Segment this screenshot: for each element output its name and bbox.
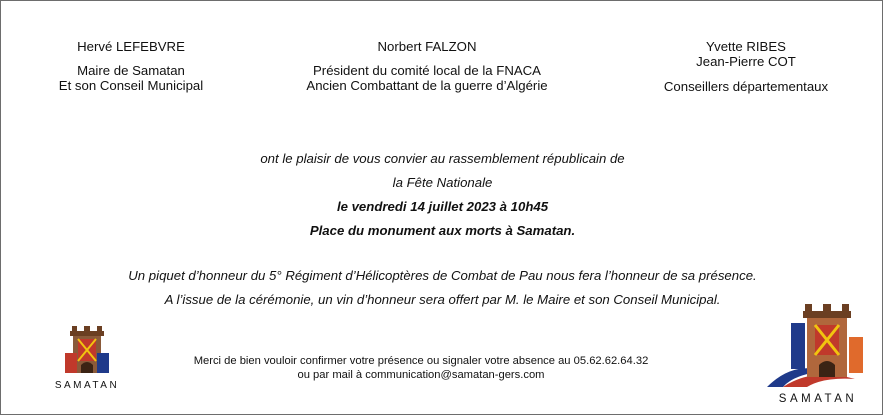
host-fnaca-veteran: Ancien Combattant de la guerre d’Algérie — [306, 78, 548, 93]
invitation-place: Place du monument aux morts à Samatan. — [309, 223, 576, 238]
samatan-caption-left: SAMATAN — [54, 380, 120, 391]
rsvp-email-line: ou par mail à communication@samatan-gers.com — [297, 369, 545, 381]
host-councillor-2: Jean-Pierre COT — [696, 54, 796, 69]
host-mayor-council: Et son Conseil Municipal — [58, 78, 204, 93]
invitation-notes — [1, 264, 883, 312]
fnaca-tower-icon — [763, 301, 873, 389]
note-honour-guard: Un piquet d’honneur du 5° Régiment d’Hélicoptères de Combat de Pau nous fera l’honneur de sa présence. — [128, 268, 757, 283]
host-councillor-1: Yvette RIBES — [706, 39, 786, 54]
rsvp-phone-line: Merci de bien vouloir confirmer votre présence ou signaler votre absence au 05.62.62.64.32 — [193, 355, 649, 367]
note-reception: A l’issue de la cérémonie, un vin d’honneur sera offert par M. le Maire et son Conseil Municipal. — [164, 292, 721, 307]
town-tower-icon — [51, 323, 123, 379]
rsvp-footer — [161, 354, 681, 382]
host-mayor-title: Maire de Samatan — [77, 63, 185, 78]
invitation-body — [1, 147, 883, 243]
host-fnaca-name: Norbert FALZON — [377, 39, 477, 54]
host-fnaca-title: Président du comité local de la FNACA — [313, 63, 541, 78]
host-mayor — [31, 39, 231, 93]
host-mayor-name: Hervé LEFEBVRE — [77, 39, 185, 54]
invitation-line-2: la Fête Nationale — [392, 175, 493, 190]
samatan-caption-right: SAMATAN — [778, 393, 858, 405]
samatan-fnaca-logo — [763, 301, 873, 405]
invitation-line-1: ont le plaisir de vous convier au rassemblement républicain de — [260, 151, 625, 166]
host-councillors — [641, 39, 851, 94]
samatan-logo-left — [51, 323, 123, 391]
invitation-date: le vendredi 14 juillet 2023 à 10h45 — [336, 199, 549, 214]
host-councillors-title: Conseillers départementaux — [663, 79, 829, 94]
host-fnaca — [267, 39, 587, 93]
